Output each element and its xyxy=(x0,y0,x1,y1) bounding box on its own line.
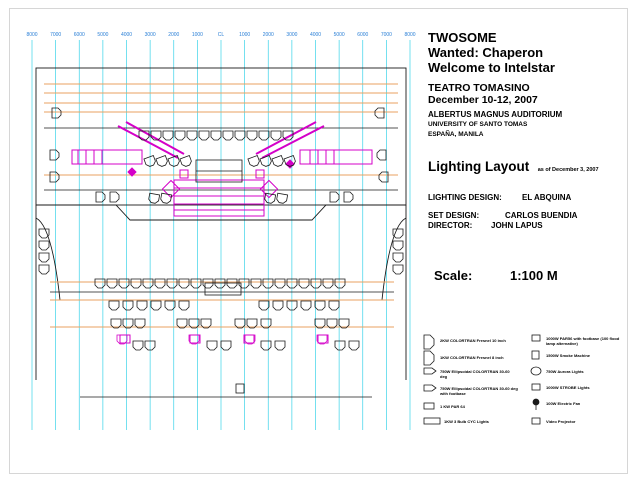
center-structure xyxy=(196,160,244,393)
legend-ellipsoidal-footbase: 750W Ellipsoidal COLORTRAN 30-60 deg with footbase xyxy=(440,386,518,396)
fixture-symbol xyxy=(39,229,49,238)
fixture-symbol xyxy=(119,279,129,288)
axis-label: 5000 xyxy=(97,32,109,38)
fixture-symbol xyxy=(223,131,233,140)
fixture-symbol xyxy=(107,279,117,288)
fixture-symbol xyxy=(180,156,192,168)
fixture-symbol xyxy=(275,341,285,350)
axis-label: 6000 xyxy=(357,32,369,38)
fixture-symbol xyxy=(311,279,321,288)
fixture-symbol xyxy=(393,241,403,250)
fixture-symbol xyxy=(276,193,287,204)
legend-symbols xyxy=(424,335,541,424)
fixture-symbol xyxy=(259,131,269,140)
fixture-symbol xyxy=(239,279,249,288)
fixture-symbol xyxy=(52,108,61,118)
fixture-symbol xyxy=(211,131,221,140)
fixture-symbol xyxy=(271,131,281,140)
show-dates: December 10-12, 2007 xyxy=(428,94,538,106)
fixture-symbol xyxy=(315,301,325,310)
layout-heading xyxy=(428,158,599,176)
fixture-symbol xyxy=(329,301,339,310)
fixture-symbol xyxy=(393,229,403,238)
axis-label: 3000 xyxy=(144,32,156,38)
fixture-symbol xyxy=(39,253,49,262)
fixture-symbol xyxy=(151,301,161,310)
venue-name: ALBERTUS MAGNUS AUDITORIUM xyxy=(428,110,563,119)
layout-title: Lighting Layout xyxy=(428,159,530,174)
fixture-symbol xyxy=(221,341,231,350)
axis-label: 1000 xyxy=(239,32,251,38)
fixture-symbol xyxy=(273,301,283,310)
fixture-symbol xyxy=(191,279,201,288)
fixture-symbol xyxy=(344,192,353,202)
legend-fresnel-1kw: 1KW COLORTRAN Fresnel 8 inch xyxy=(440,355,504,360)
fixture-symbol xyxy=(156,156,168,168)
fixture-symbol xyxy=(96,192,105,202)
fixture-symbol xyxy=(133,341,143,350)
production-subtitle-1: Wanted: Chaperon xyxy=(428,45,544,60)
fixture-symbol xyxy=(203,279,213,288)
fixture-symbol xyxy=(39,265,49,274)
fixture-symbol xyxy=(377,150,386,160)
fixture-symbol xyxy=(272,156,284,168)
axis-label: 8000 xyxy=(26,32,38,38)
fixture-symbol xyxy=(123,301,133,310)
fixture-symbol xyxy=(199,131,209,140)
title-block xyxy=(428,30,633,140)
axis-label: 7000 xyxy=(50,32,62,38)
fixture-symbol xyxy=(163,131,173,140)
fixture-symbol xyxy=(131,279,141,288)
axis-label: 4000 xyxy=(309,32,322,38)
axis-label: 5000 xyxy=(333,32,345,38)
axis-label: 2000 xyxy=(168,32,180,38)
grid-lines xyxy=(32,40,410,430)
fixture-symbol xyxy=(393,265,403,274)
legend-par56: 1000W PAR56 with footbase (100 flood lamp alternative) xyxy=(546,336,620,346)
legend-fan: 100W Electric Fan xyxy=(546,401,581,406)
fixture-symbol xyxy=(160,193,171,204)
university-name: UNIVERSITY OF SANTO TOMAS xyxy=(428,121,528,128)
fixture-symbol xyxy=(259,301,269,310)
director-name: JOHN LAPUS xyxy=(491,221,543,230)
axis-label: 1000 xyxy=(191,32,203,38)
location: ESPAÑA, MANILA xyxy=(428,131,484,138)
production-subtitle-2: Welcome to Intelstar xyxy=(428,60,555,75)
fixture-symbol xyxy=(261,341,271,350)
fixture-symbol xyxy=(247,131,257,140)
legend-projector: Video Projector xyxy=(546,419,576,424)
fixture-symbol xyxy=(335,279,345,288)
axis-label: CL xyxy=(217,32,225,38)
fixture-symbol xyxy=(39,241,49,250)
axis-label-row xyxy=(26,32,415,38)
fixture-symbol xyxy=(187,131,197,140)
scale-value: 1:100 M xyxy=(510,268,558,283)
fixture-symbol xyxy=(349,341,359,350)
fixture-symbol xyxy=(251,279,261,288)
axis-label: 7000 xyxy=(380,32,392,38)
axis-label: 3000 xyxy=(286,32,298,38)
fixture-symbol xyxy=(167,279,177,288)
fixture-symbol xyxy=(179,301,189,310)
fixture-symbol xyxy=(375,108,384,118)
lighting-design-name: EL ABQUINA xyxy=(522,193,572,202)
fixture-symbol xyxy=(299,279,309,288)
fixture-symbol xyxy=(50,150,59,160)
fixture-symbol xyxy=(335,341,345,350)
layout-date: as of December 3, 2007 xyxy=(537,167,599,173)
fixture-symbol xyxy=(137,301,147,310)
legend-fresnel-2kw: 2KW COLORTRAN Fresnel 10 inch xyxy=(440,338,506,343)
fixture-symbol xyxy=(215,279,225,288)
axis-label: 6000 xyxy=(73,32,85,38)
fixture-symbol xyxy=(168,156,180,168)
fixture-symbol xyxy=(227,279,237,288)
fixture-symbol xyxy=(109,301,119,310)
fixture-symbol xyxy=(110,192,119,202)
fixture-symbol xyxy=(95,279,105,288)
axis-label: 2000 xyxy=(262,32,274,38)
fixture-symbol xyxy=(323,279,333,288)
set-design-label: SET DESIGN: xyxy=(428,211,480,220)
axis-label: 8000 xyxy=(404,32,416,38)
fixture-symbol xyxy=(179,279,189,288)
fixture-symbol xyxy=(155,279,165,288)
magenta-set-pieces xyxy=(72,150,372,343)
lighting-design-label: LIGHTING DESIGN: xyxy=(428,193,502,202)
fixture-symbol xyxy=(275,279,285,288)
legend-aurora: 750W Aurora Lights xyxy=(546,369,584,374)
fixture-symbol xyxy=(143,279,153,288)
director-label: DIRECTOR: xyxy=(428,221,473,230)
fixture-symbol xyxy=(248,156,260,168)
axis-label: 4000 xyxy=(120,32,133,38)
set-design-name: CARLOS BUENDIA xyxy=(505,211,578,220)
scale-label: Scale: xyxy=(434,268,473,283)
legend-par64: 1 KW PAR 64 xyxy=(440,404,465,409)
fixture-symbol xyxy=(301,301,311,310)
legend-cyc: 1KW 3 Bulb CYC Lights xyxy=(444,419,489,424)
fixture-symbol xyxy=(50,172,59,182)
fixture-symbol xyxy=(235,131,245,140)
fixture-symbol xyxy=(175,131,185,140)
legend-strobe: 1000W STROBE Lights xyxy=(546,385,590,390)
fixture-symbol xyxy=(393,253,403,262)
legend-smoke: 1500W Smoke Machine xyxy=(546,353,591,358)
legend-ellipsoidal: 750W Ellipsoidal COLORTRAN 30-60 deg xyxy=(440,369,510,379)
company-name: TEATRO TOMASINO xyxy=(428,82,530,94)
production-title: TWOSOME xyxy=(428,30,497,45)
fixture-symbol xyxy=(330,192,339,202)
fixture-symbol xyxy=(207,341,217,350)
